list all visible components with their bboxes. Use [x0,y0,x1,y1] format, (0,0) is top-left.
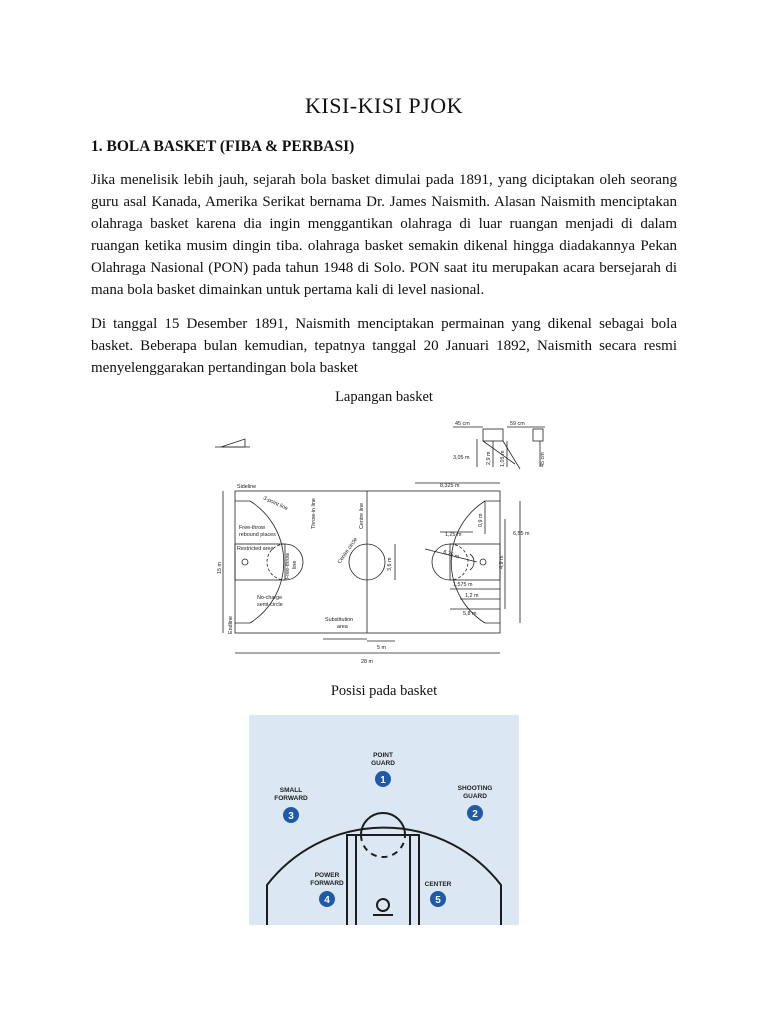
paragraph-origin: Di tanggal 15 Desember 1891, Naismith menciptakan permainan yang dikenal sebagai bola basket. Beberapa bulan kemudian, tepatnya tanggal 20 Januari 1892, Naismith secara resmi menyelenggarakan pertandingan bola basket [91,316,677,376]
label-8325: 8,325 m [440,483,460,489]
paragraph-history: Jika menelisik lebih jauh, sejarah bola basket dimulai pada 1891, yang diciptakan oleh seorang guru asal Kanada, Amerika Serikat bernama Dr. James Naismith. Alasan Naismith menciptakan olahraga basket karena dia ingin menggantikan olahraga di luar ruangan menjadi di dalam ruangan ketika musim dingin tiba. olahraga basket semakin dikenal hingga diadakannya Pekan Olahraga Nasional (PON) pada tahun 1948 di Solo. PON saat itu merupakan acara bersejarah di mana bola basket dimainkan untuk pertama kali di level nasional. [91,172,677,298]
pos3-label: SMALL [279,787,303,794]
label-semi-circle: semi-circle [257,602,283,608]
marker-1-number: 1 [380,775,386,786]
label-1575: 1,575 m [453,582,473,588]
figure-caption-court: Lapangan basket [335,389,433,405]
label-centre-circle: Centre circle [336,536,359,566]
section-heading: 1. BOLA BASKET (FIBA & PERBASI) [91,138,355,155]
label-free-throw-rebound: Free-throw [239,525,266,531]
label-45cm-b: 45 cm [540,452,546,467]
label-36: 3,6 m [387,557,393,571]
marker-5-number: 5 [435,895,441,906]
pos2-label2: GUARD [463,793,487,800]
label-09: 0,9 m [478,513,484,527]
label-width: 15 m [217,562,223,574]
label-three-point: 3-point line [262,495,289,512]
pos1-label: POINT [373,752,393,759]
marker-4-number: 4 [324,895,330,906]
label-sub-length: 5 m [377,645,386,651]
pos4-label: POWER [314,872,340,879]
pos5-label: CENTER [424,881,452,888]
court-boundary [235,491,500,633]
hoop-side-sketch-left [221,439,245,447]
label-rebound-places: rebound places [239,532,276,538]
pos2-label: SHOOTING [457,785,493,792]
label-length: 28 m [361,659,373,665]
label-125: 1,25 m [445,532,462,538]
figure-caption-positions: Posisi pada basket [330,683,438,699]
marker-2-number: 2 [472,809,478,820]
label-no-charge: No-charge [257,595,283,601]
pos3-label2: FORWARD [274,795,308,802]
court-diagram [215,419,555,667]
label-substitution: Substitution [325,617,354,623]
label-675: 6,75 m [442,549,460,561]
label-655: 6,55 m [513,531,530,537]
label-throw-in: Throw-in line [311,498,317,529]
label-58: 5,8 m [463,611,477,617]
marker-3-number: 3 [288,811,294,822]
label-line: line [292,560,298,569]
label-29: 2,9 m [486,451,492,465]
label-45cm-a: 45 cm [455,421,470,427]
label-sideline: Sideline [237,484,257,490]
page-title: KISI-KISI PJOK [305,93,463,118]
label-12: 1,2 m [465,593,479,599]
label-49: 4,9 m [499,555,505,569]
label-305: 3,05 m [453,455,470,461]
label-59cm: 59 cm [510,421,525,427]
label-area: area [337,624,348,630]
positions-diagram [249,715,519,925]
backboard-detail [483,429,503,441]
label-centre-line: Centre line [359,502,365,529]
label-free-throw-line: Free-throw [285,552,291,579]
label-restricted-area: Restricted area [237,546,274,552]
pos4-label2: FORWARD [310,880,344,887]
pos1-label2: GUARD [371,760,395,767]
label-105: 1,05 m [500,450,506,467]
label-endline: Endline [228,616,234,634]
